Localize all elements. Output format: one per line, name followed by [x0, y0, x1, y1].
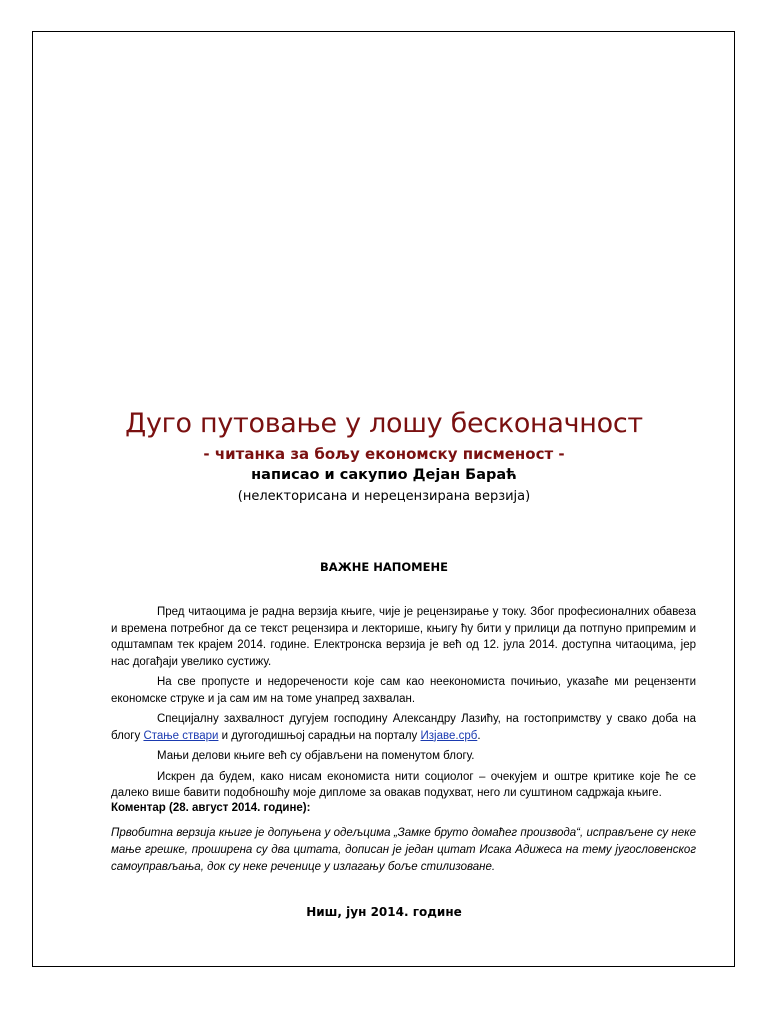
paragraph-5: Искрен да будем, како нисам економиста нити социолог – очекујем и оштре критике које ће се далеко више бавити подобношћу моје дипломе за овакав подухват, него ли суштином садржаја књиге.: [111, 770, 696, 799]
paragraph-2: На све пропусте и недоречености које сам као неекономиста почињио, указаће ми рецензенти економске струке и ја сам им на томе унапред захвалан.: [111, 676, 696, 705]
paragraph-3-text-a: Специјалну захвалност дугујем господину Александру Лазићу, на гостопримству у свако доба на блогу: [111, 713, 696, 742]
notes-body: [111, 604, 696, 806]
notes-heading: ВАЖНЕ НАПОМЕНЕ: [320, 560, 448, 574]
blog-link-stanje-stvari[interactable]: Стање ствари: [143, 729, 219, 742]
paragraph-3-text-b: и дугогодишњој сарадњи на порталу: [218, 729, 421, 742]
place-date: Ниш, јун 2014. године: [306, 905, 462, 919]
paragraph-1: Пред читаоцима је радна верзија књиге, чије је рецензирање у току. Због професионалних обавеза и времена потребног да се текст рецензира и лекторише, књигу ћу бити у прилици да потпуно припремим и одштампам тек крајем 2014. године. Електронска верзија је већ од 12. јула 2014. доступна читаоцима, јер нас догађаји увелико сустижу.: [111, 606, 696, 668]
paragraph-3-text-c: .: [477, 729, 481, 742]
book-title: Дуго путовање у лошу бесконачност: [125, 408, 643, 439]
author-line: написао и сакупио Дејан Барaћ: [251, 467, 517, 483]
paragraph-3: [111, 711, 696, 744]
comment-title: Коментар (28. август 2014. године):: [111, 802, 311, 814]
paragraph-4: Мањи делови књиге већ су објављени на поменутом блогу.: [157, 750, 475, 762]
book-subtitle: - читанка за бољу економску писменост -: [203, 445, 565, 463]
portal-link-izjave[interactable]: Изјаве.срб: [420, 729, 478, 742]
version-note: (нелекторисана и нерецензирана верзија): [237, 489, 531, 504]
comment-text: Првобитна верзија књиге је допуњена у одељцима „Замке бруто домаћег производа“, исправљене су неке мање грешке, проширена су два цитата, дописан је један цитат Исака Адижеса на тему југословенског самоуправљања, док су неке реченице у излагању боље стилизоване.: [111, 827, 696, 873]
